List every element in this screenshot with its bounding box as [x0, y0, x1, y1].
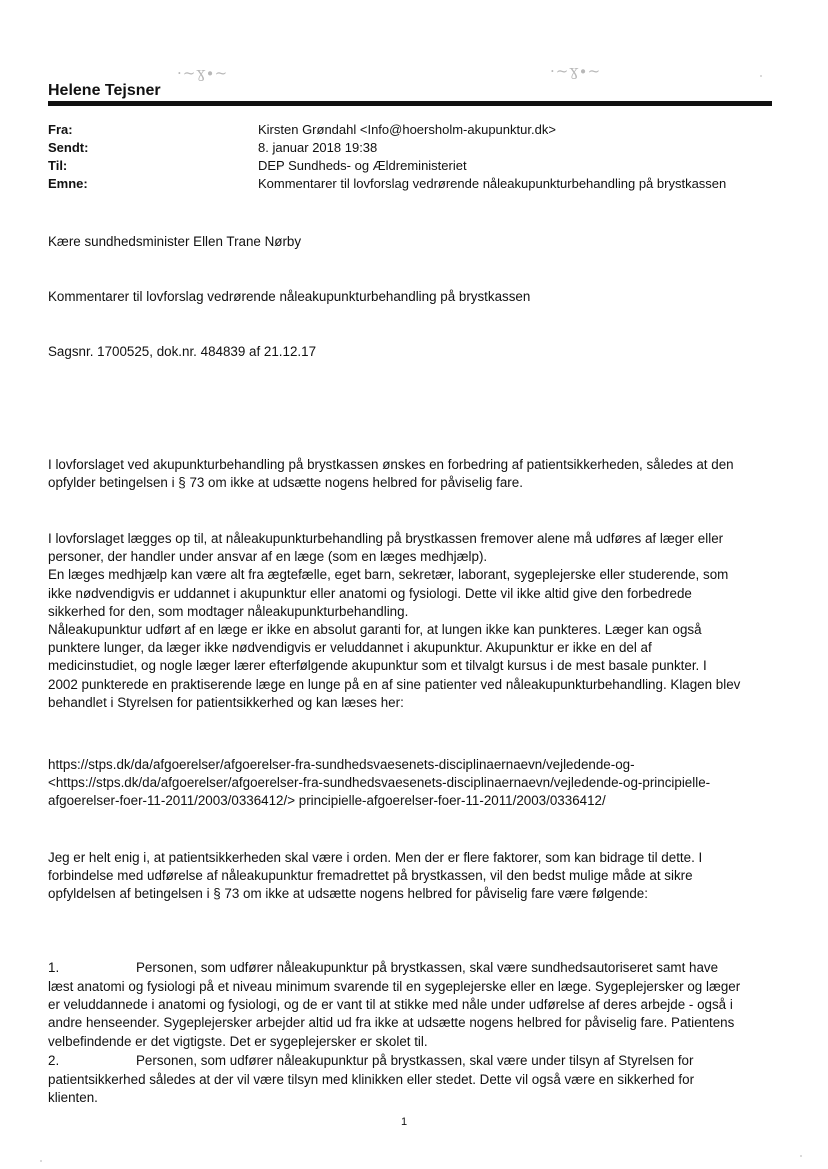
- subject-value: Kommentarer til lovforslag vedrørende nåleakupunkturbehandling på brystkassen: [258, 176, 727, 191]
- from-label: Fra:: [48, 122, 73, 137]
- text-line: I lovforslaget ved akupunkturbehandling på brystkassen ønskes en forbedring af patientsikkerheden, således at den: [48, 457, 734, 472]
- text-line: I lovforslaget lægges op til, at nåleakupunkturbehandling på brystkassen fremover alene må udføres af læger eller: [48, 531, 724, 546]
- text-line: opfylder betingelsen i § 73 om ikke at udsætte nogens helbred for påviselig fare.: [48, 475, 523, 491]
- subject-label: Emne:: [48, 176, 88, 191]
- text-line: Nåleakupunktur udført af en læge er ikke en absolut garanti for, at lungen ikke kan punkteres. Læger kan også: [48, 622, 702, 638]
- text-line: Personen, som udfører nåleakupunktur på brystkassen, skal være under tilsyn af Styrelsen for: [136, 1053, 694, 1068]
- text-line: Jeg er helt enig i, at patientsikkerheden skal være i orden. Men der er flere faktorer, som kan bidrage til dette. I: [48, 850, 703, 865]
- subject-line: Kommentarer til lovforslag vedrørende nåleakupunkturbehandling på brystkassen: [48, 289, 531, 304]
- page-number: 1: [401, 1116, 408, 1128]
- scan-speck: [40, 1160, 42, 1162]
- from-value: Kirsten Grøndahl <Info@hoersholm-akupunktur.dk>: [258, 122, 556, 137]
- scan-ornament-right: ·~ɣ∙~: [550, 62, 602, 80]
- mailbox-owner-name: Helene Tejsner: [48, 82, 161, 99]
- text-line: er veluddannede i anatomi og fysiologi, og de er vant til at stikke med nåle under udførelse af deres arbejde - også i: [48, 997, 733, 1013]
- text-line: <https://stps.dk/da/afgoerelser/afgoerelser-fra-sundhedsvaesenets-disciplinaernaevn/vejledende-og-principielle-: [48, 775, 711, 791]
- sent-value: 8. januar 2018 19:38: [258, 140, 378, 155]
- text-line: læst anatomi og fysiologi på et niveau minimum svarende til en sygeplejerske eller en læge. Sygeplejersker og læger: [48, 979, 741, 994]
- text-line: punktere lunger, da læger ikke nødvendigvis er veluddannet i akupunktur. Akupunktur er ikke en del af: [48, 640, 652, 656]
- scan-speck: [800, 1155, 802, 1157]
- text-line: opfyldelsen af betingelsen i § 73 om ikke at udsætte nogens helbred for påviselig fare være følgende:: [48, 886, 648, 902]
- text-line: 2002 punkterede en praktiserende læge en lunge på en af sine patienter ved nåleakupunkturbehandling. Klagen blev: [48, 676, 741, 692]
- case-link: [48, 756, 776, 811]
- list-number: 1.: [48, 960, 60, 975]
- list-item-2-body: [48, 1071, 776, 1107]
- text-line: afgoerelser-foer-11-2011/2003/0336412/> principielle-afgoerelser-foer-11-2011/2003/0336412/: [48, 793, 606, 809]
- list-number: 2.: [48, 1053, 60, 1068]
- paragraph-3: [48, 849, 776, 904]
- text-line: ikke nødvendigvis er uddannet i akupunktur eller anatomi og fysiologi. Dette vil ikke altid give den forbedrede: [48, 585, 692, 601]
- list-item-1-body: [48, 978, 776, 1051]
- text-line: andre henseender. Sygeplejersker arbejder altid ud fra ikke at udsætte nogens helbred for påviselig fare. Patientens: [48, 1015, 735, 1031]
- text-line: velbefindende er det vigtigste. Det er sygeplejersker er skolet til.: [48, 1033, 428, 1049]
- sent-label: Sendt:: [48, 140, 89, 155]
- case-reference: Sagsnr. 1700525, dok.nr. 484839 af 21.12.17: [48, 344, 317, 359]
- paragraph-2: [48, 530, 776, 712]
- paragraph-1: [48, 456, 776, 492]
- text-line: Personen, som udfører nåleakupunktur på brystkassen, skal være sundhedsautoriseret samt have: [136, 960, 719, 975]
- greeting: Kære sundhedsminister Ellen Trane Nørby: [48, 234, 302, 249]
- text-line: sikkerhed for den, som modtager nåleakupunkturbehandling.: [48, 603, 409, 619]
- text-line: medicinstudiet, og nogle læger lærer efterfølgende akupunktur som et tilvalgt kursus i de mest basale punkter. I: [48, 658, 707, 674]
- text-line: behandlet i Styrelsen for patientsikkerhed og kan læses her:: [48, 694, 404, 710]
- text-line: forbindelse med udførelse af nåleakupunktur fremadrettet på brystkassen, vil den bedst mulige måde at sikre: [48, 868, 693, 884]
- to-value: DEP Sundheds- og Ældreministeriet: [258, 158, 467, 173]
- text-line: personer, der handler under ansvar af en læge (som en læges medhjælp).: [48, 549, 488, 565]
- scan-ornament-left: ·~ɣ∙~: [177, 64, 229, 82]
- text-line: patientsikkerhed således at der vil være tilsyn med klinikken eller stedet. Dette vil også være en sikkerhed for: [48, 1072, 695, 1087]
- text-line: https://stps.dk/da/afgoerelser/afgoerelser-fra-sundhedsvaesenets-disciplinaernaevn/vejledende-og-: [48, 757, 635, 772]
- header-rule: [48, 101, 772, 106]
- scan-speck: [760, 75, 762, 77]
- to-label: Til:: [48, 158, 68, 173]
- text-line: En læges medhjælp kan være alt fra ægtefælle, eget barn, sekretær, laborant, sygeplejerske eller studerende, som: [48, 567, 729, 583]
- text-line: klienten.: [48, 1090, 98, 1106]
